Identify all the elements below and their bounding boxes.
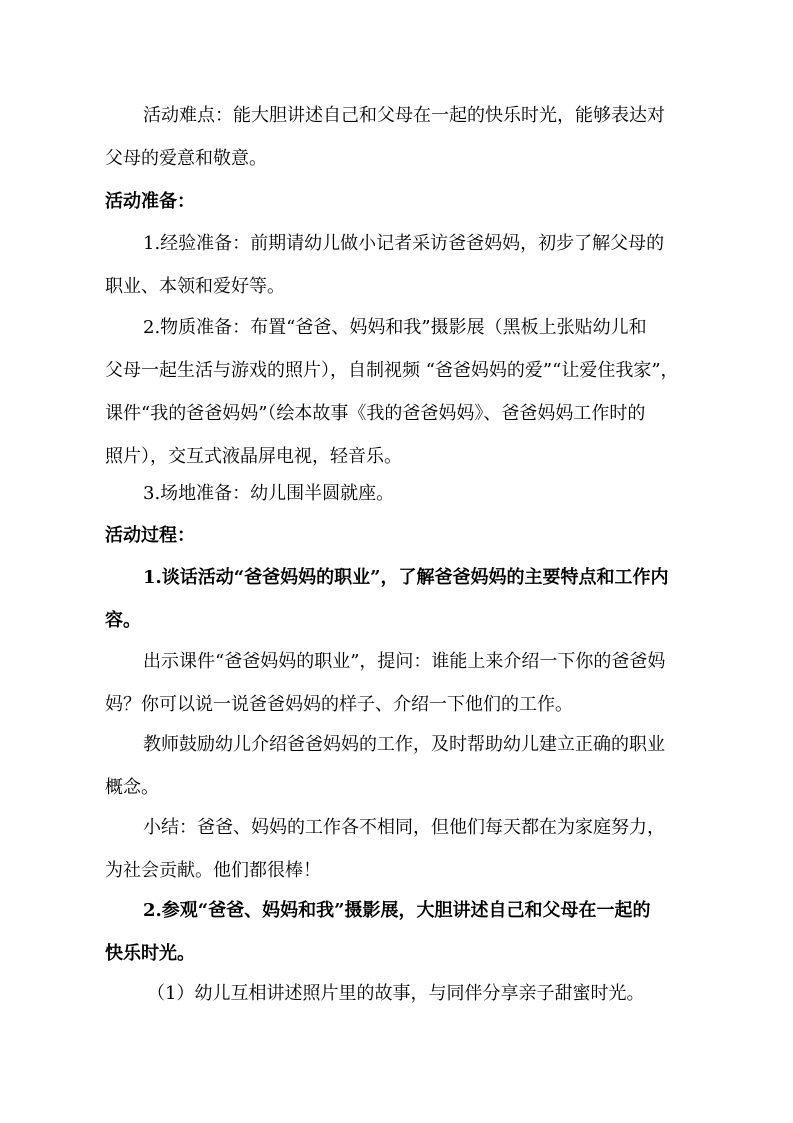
section-heading: 活动过程： [105, 525, 195, 546]
heading-activity-preparation [105, 180, 700, 223]
paragraph-step-1-title [105, 556, 700, 642]
paragraph-difficulty [105, 94, 700, 180]
text-line: 小结：爸爸、妈妈的工作各不相同，但他们每天都在为家庭努力， [143, 817, 665, 838]
paragraph-step-1-summary [105, 806, 700, 892]
text-line: 容。 [105, 610, 141, 631]
paragraph-prep-materials [105, 306, 700, 478]
text-line: 2.物质准备：布置“爸爸、妈妈和我”摄影展（黑板上张贴幼儿和 [143, 317, 647, 338]
paragraph-step-1-teacher [105, 723, 700, 809]
text-line: 照片），交互式液晶屏电视，轻音乐。 [105, 446, 402, 467]
text-line: 2.参观“爸爸、妈妈和我”摄影展，大胆讲述自己和父母在一起的 [143, 900, 651, 921]
text-line: 概念。 [105, 777, 159, 798]
section-heading: 活动准备： [105, 191, 195, 212]
paragraph-step-1-question [105, 640, 700, 726]
text-line: 出示课件“爸爸妈妈的职业”，提问：谁能上来介绍一下你的爸爸妈 [143, 651, 666, 672]
text-line: 父母一起生活与游戏的照片），自制视频 “爸爸妈妈的爱”“让爱住我家”， [105, 360, 679, 381]
paragraph-prep-venue [105, 472, 700, 515]
text-line: 妈？你可以说一说爸爸妈妈的样子、介绍一下他们的工作。 [105, 694, 573, 715]
heading-activity-process [105, 514, 700, 557]
text-line: 课件“我的爸爸妈妈”（绘本故事《我的爸爸妈妈》、爸爸妈妈工作时的 [105, 403, 646, 424]
paragraph-step-2-title [105, 889, 700, 975]
paragraph-prep-experience [105, 222, 700, 308]
text-line: 父母的爱意和敬意。 [105, 148, 267, 169]
text-line: 为社会贡献。他们都很棒！ [105, 860, 321, 881]
paragraph-step-2-item-1 [105, 972, 700, 1015]
text-line: （1）幼儿互相讲述照片里的故事，与同伴分享亲子甜蜜时光。 [147, 983, 645, 1004]
text-line: 教师鼓励幼儿介绍爸爸妈妈的工作，及时帮助幼儿建立正确的职业 [143, 734, 665, 755]
text-line: 职业、本领和爱好等。 [105, 276, 285, 297]
text-line: 快乐时光。 [105, 943, 195, 964]
text-line: 活动难点：能大胆讲述自己和父母在一起的快乐时光，能够表达对 [143, 105, 665, 126]
text-line: 1.经验准备：前期请幼儿做小记者采访爸爸妈妈，初步了解父母的 [143, 233, 665, 254]
text-line: 1.谈话活动“爸爸妈妈的职业”，了解爸爸妈妈的主要特点和工作内 [143, 567, 669, 588]
text-line: 3.场地准备：幼儿围半圆就座。 [143, 483, 395, 504]
